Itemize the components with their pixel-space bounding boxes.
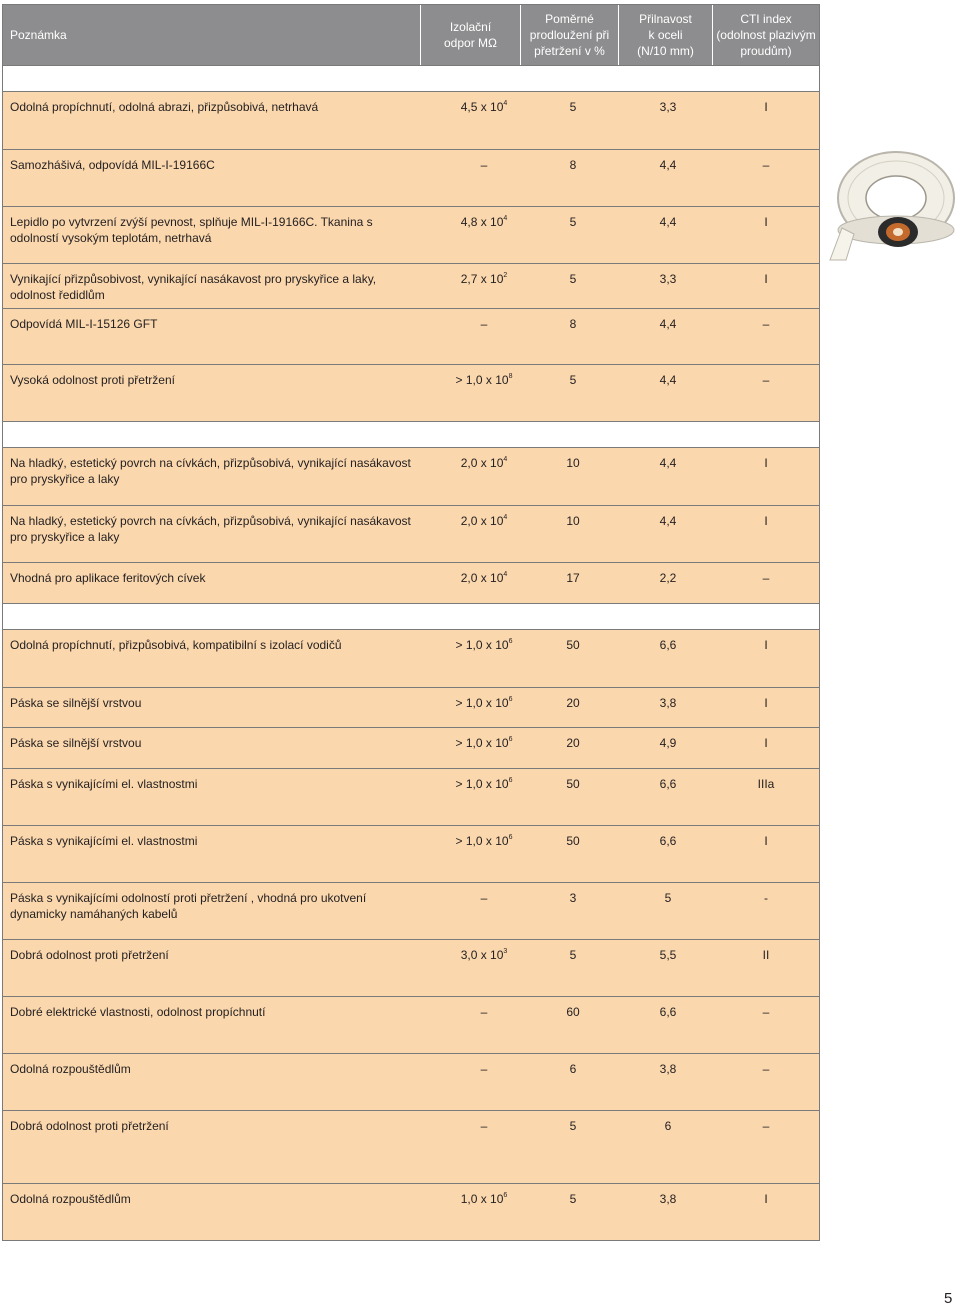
cell-prilnavost: 5 bbox=[664, 891, 672, 905]
cell-prodlouzeni: 50 bbox=[566, 638, 580, 652]
page-number: 5 bbox=[944, 1290, 953, 1307]
cell-izolacni-odpor: – bbox=[480, 158, 488, 172]
cell-poznamka: Vysoká odolnost proti přetržení bbox=[10, 373, 175, 387]
cell-izolacni-odpor: 3,0 x $10^3$ bbox=[460, 948, 508, 962]
cell-cti: – bbox=[762, 1119, 770, 1133]
cell-prodlouzeni: 60 bbox=[566, 1005, 580, 1019]
section-separator bbox=[3, 65, 819, 92]
table-row bbox=[3, 562, 819, 603]
table-row bbox=[3, 727, 819, 768]
cell-prilnavost: 3,8 bbox=[659, 696, 677, 710]
cell-prodlouzeni: 10 bbox=[566, 456, 580, 470]
cell-prilnavost: 3,3 bbox=[659, 100, 677, 114]
cell-prilnavost: 6,6 bbox=[659, 1005, 677, 1019]
section-separator bbox=[3, 421, 819, 448]
cell-izolacni-odpor: > 1,0 x $10^6$ bbox=[455, 696, 513, 710]
cell-poznamka: Dobré elektrické vlastnosti, odolnost propíchnutí bbox=[10, 1005, 266, 1019]
cell-poznamka: Páska se silnější vrstvou bbox=[10, 696, 142, 710]
exponent: 4 bbox=[503, 571, 508, 578]
cell-poznamka: Páska s vynikajícími odolností proti přetržení , vhodná pro ukotvení dynamicky namáhaných kabelů bbox=[10, 891, 367, 921]
cell-prilnavost: 3,3 bbox=[659, 272, 677, 286]
exponent: 8 bbox=[508, 373, 513, 380]
table-row bbox=[3, 687, 819, 727]
cell-poznamka: Odolná propíchnutí, odolná abrazi, přizpůsobivá, netrhavá bbox=[10, 100, 319, 114]
cell-prodlouzeni: 50 bbox=[566, 834, 580, 848]
cell-cti: I bbox=[764, 456, 768, 470]
cell-poznamka: Páska s vynikajícími el. vlastnostmi bbox=[10, 834, 198, 848]
cell-poznamka: Samozhášivá, odpovídá MIL-I-19166C bbox=[10, 158, 215, 172]
cell-cti: – bbox=[762, 317, 770, 331]
exponent: 6 bbox=[508, 834, 513, 841]
cell-prodlouzeni: 5 bbox=[569, 272, 577, 286]
cell-prodlouzeni: 6 bbox=[569, 1062, 577, 1076]
section-separator bbox=[3, 603, 819, 630]
table-row bbox=[3, 768, 819, 825]
cell-izolacni-odpor: > 1,0 x $10^6$ bbox=[455, 638, 513, 652]
table-row bbox=[3, 206, 819, 263]
cell-cti: I bbox=[764, 638, 768, 652]
cell-prilnavost: 3,8 bbox=[659, 1192, 677, 1206]
cell-izolacni-odpor: 4,5 x $10^4$ bbox=[460, 100, 508, 114]
cell-prilnavost: 4,4 bbox=[659, 317, 677, 331]
table-row bbox=[3, 1053, 819, 1110]
cell-prodlouzeni: 20 bbox=[566, 696, 580, 710]
cell-cti: – bbox=[762, 1005, 770, 1019]
cell-prodlouzeni: 5 bbox=[569, 215, 577, 229]
cell-poznamka: Na hladký, estetický povrch na cívkách, přizpůsobivá, vynikající nasákavost pro pryskyřice a laky bbox=[10, 456, 411, 486]
cell-prodlouzeni: 20 bbox=[566, 736, 580, 750]
cell-prodlouzeni: 10 bbox=[566, 514, 580, 528]
exponent: 6 bbox=[503, 1192, 508, 1199]
exponent: 6 bbox=[508, 777, 513, 784]
table-row bbox=[3, 825, 819, 882]
cell-prodlouzeni: 5 bbox=[569, 1192, 577, 1206]
cell-cti: I bbox=[764, 514, 768, 528]
cell-prodlouzeni: 5 bbox=[569, 100, 577, 114]
cell-izolacni-odpor: 2,0 x $10^4$ bbox=[460, 514, 508, 528]
cell-izolacni-odpor: – bbox=[480, 1005, 488, 1019]
cell-prodlouzeni: 8 bbox=[569, 158, 577, 172]
cell-izolacni-odpor: – bbox=[480, 1062, 488, 1076]
cell-cti: I bbox=[764, 272, 768, 286]
table-row bbox=[3, 149, 819, 206]
cell-poznamka: Páska s vynikajícími el. vlastnostmi bbox=[10, 777, 198, 791]
cell-cti: I bbox=[764, 1192, 768, 1206]
cell-poznamka: Na hladký, estetický povrch na cívkách, přizpůsobivá, vynikající nasákavost pro pryskyřice a laky bbox=[10, 514, 411, 544]
cell-izolacni-odpor: – bbox=[480, 891, 488, 905]
table-row bbox=[3, 882, 819, 939]
cell-prilnavost: 4,4 bbox=[659, 456, 677, 470]
cell-poznamka: Lepidlo po vytvrzení zvýší pevnost, splňuje MIL-I-19166C. Tkanina s odolností vysokým teplotám, netrhavá bbox=[10, 215, 373, 245]
table-row bbox=[3, 939, 819, 996]
header-cti-index: CTI index (odolnost plazivým proudům) bbox=[716, 12, 816, 58]
cell-prodlouzeni: 50 bbox=[566, 777, 580, 791]
header-pomerne-prodlouzeni: Poměrné prodloužení při přetržení v % bbox=[521, 5, 619, 65]
table-row bbox=[3, 505, 819, 562]
exponent: 6 bbox=[508, 736, 513, 743]
cell-cti: I bbox=[764, 100, 768, 114]
cell-prodlouzeni: 3 bbox=[569, 891, 577, 905]
exponent: 6 bbox=[508, 638, 513, 645]
cell-prilnavost: 2,2 bbox=[659, 571, 677, 585]
cell-prilnavost: 6,6 bbox=[659, 834, 677, 848]
table-row bbox=[3, 308, 819, 364]
cell-prodlouzeni: 17 bbox=[566, 571, 580, 585]
cell-prodlouzeni: 5 bbox=[569, 373, 577, 387]
table-row bbox=[3, 630, 819, 687]
cell-cti: IIIa bbox=[757, 777, 775, 791]
table-body bbox=[3, 65, 819, 1240]
cell-cti: - bbox=[764, 891, 768, 905]
cell-poznamka: Vhodná pro aplikace feritových cívek bbox=[10, 571, 206, 585]
table-row bbox=[3, 1110, 819, 1183]
cell-prodlouzeni: 8 bbox=[569, 317, 577, 331]
cell-prilnavost: 5,5 bbox=[659, 948, 677, 962]
cell-izolacni-odpor: 2,0 x $10^4$ bbox=[460, 456, 508, 470]
exponent: 6 bbox=[508, 696, 513, 703]
exponent: 2 bbox=[503, 272, 508, 279]
cell-cti: – bbox=[762, 1062, 770, 1076]
table-header bbox=[3, 5, 819, 65]
cell-izolacni-odpor: 4,8 x $10^4$ bbox=[460, 215, 508, 229]
cell-prilnavost: 4,4 bbox=[659, 514, 677, 528]
cell-izolacni-odpor: > 1,0 x $10^6$ bbox=[455, 736, 513, 750]
exponent: 4 bbox=[503, 100, 508, 107]
table-row bbox=[3, 263, 819, 308]
cell-poznamka: Dobrá odolnost proti přetržení bbox=[10, 948, 169, 962]
cell-poznamka: Odolná rozpouštědlům bbox=[10, 1062, 131, 1076]
cell-cti: – bbox=[762, 373, 770, 387]
cell-poznamka: Páska se silnější vrstvou bbox=[10, 736, 142, 750]
cell-cti: – bbox=[762, 571, 770, 585]
cell-cti: II bbox=[762, 948, 770, 962]
cell-poznamka: Odolná rozpouštědlům bbox=[10, 1192, 131, 1206]
cell-prodlouzeni: 5 bbox=[569, 1119, 577, 1133]
cell-izolacni-odpor: 1,0 x $10^6$ bbox=[460, 1192, 508, 1206]
table-row bbox=[3, 1183, 819, 1240]
cell-prilnavost: 4,4 bbox=[659, 215, 677, 229]
cell-izolacni-odpor: – bbox=[480, 317, 488, 331]
cell-cti: – bbox=[762, 158, 770, 172]
tape-spec-table bbox=[2, 4, 820, 1241]
cell-prilnavost: 4,4 bbox=[659, 158, 677, 172]
cell-cti: I bbox=[764, 834, 768, 848]
table-row bbox=[3, 996, 819, 1053]
cell-poznamka: Odpovídá MIL-I-15126 GFT bbox=[10, 317, 158, 331]
cell-izolacni-odpor: > 1,0 x $10^6$ bbox=[455, 777, 513, 791]
cell-poznamka: Dobrá odolnost proti přetržení bbox=[10, 1119, 169, 1133]
header-poznamka: Poznámka bbox=[3, 5, 421, 65]
exponent: 3 bbox=[503, 948, 508, 955]
header-izolacni-odpor: Izolační odpor MΩ bbox=[421, 5, 521, 65]
cell-cti: I bbox=[764, 736, 768, 750]
cell-poznamka: Vynikající přizpůsobivost, vynikající nasákavost pro pryskyřice a laky, odolnost ředidlům bbox=[10, 272, 377, 302]
cell-cti: I bbox=[764, 696, 768, 710]
cell-prilnavost: 4,4 bbox=[659, 373, 677, 387]
tape-roll-image bbox=[826, 110, 958, 280]
table-row bbox=[3, 92, 819, 149]
cell-izolacni-odpor: > 1,0 x $10^8$ bbox=[455, 373, 513, 387]
cell-izolacni-odpor: 2,0 x $10^4$ bbox=[460, 571, 508, 585]
cell-prilnavost: 6 bbox=[664, 1119, 672, 1133]
cell-prilnavost: 6,6 bbox=[659, 777, 677, 791]
cell-prilnavost: 4,9 bbox=[659, 736, 677, 750]
exponent: 4 bbox=[503, 514, 508, 521]
cell-prilnavost: 6,6 bbox=[659, 638, 677, 652]
cell-cti: I bbox=[764, 215, 768, 229]
cell-izolacni-odpor: – bbox=[480, 1119, 488, 1133]
cell-poznamka: Odolná propíchnutí, přizpůsobivá, kompatibilní s izolací vodičů bbox=[10, 638, 342, 652]
cell-prilnavost: 3,8 bbox=[659, 1062, 677, 1076]
cell-prodlouzeni: 5 bbox=[569, 948, 577, 962]
header-prilnavost: Přilnavost k oceli (N/10 mm) bbox=[619, 5, 713, 65]
cell-izolacni-odpor: 2,7 x $10^2$ bbox=[460, 272, 508, 286]
exponent: 4 bbox=[503, 456, 508, 463]
table-row bbox=[3, 364, 819, 421]
cell-izolacni-odpor: > 1,0 x $10^6$ bbox=[455, 834, 513, 848]
exponent: 4 bbox=[503, 215, 508, 222]
table-row bbox=[3, 448, 819, 505]
